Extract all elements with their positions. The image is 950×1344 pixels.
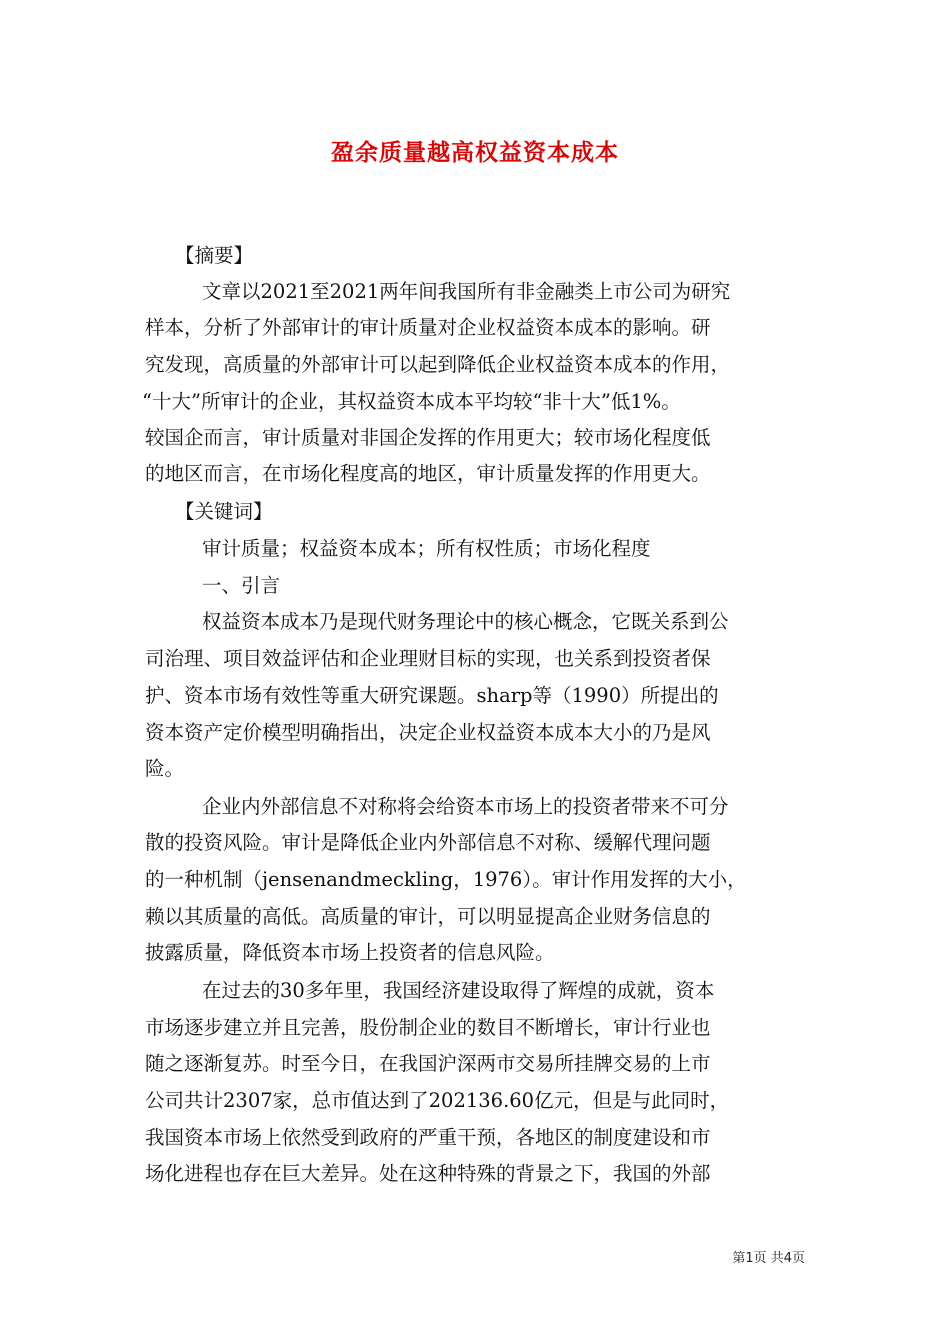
text-line: 究发现，高质量的外部审计可以起到降低企业权益资本成本的作用， bbox=[145, 353, 731, 376]
page-number: 第1页 共4页 bbox=[732, 1251, 805, 1266]
text-line: 在过去的30多年里，我国经济建设取得了辉煌的成就，资本 bbox=[202, 979, 715, 1002]
text-line: 随之逐渐复苏。时至今日，在我国沪深两市交易所挂牌交易的上市 bbox=[145, 1052, 711, 1075]
text-line: 样本，分析了外部审计的审计质量对企业权益资本成本的影响。研 bbox=[145, 316, 711, 339]
section-heading: 一、引言 bbox=[202, 574, 281, 597]
text-line: 赖以其质量的高低。高质量的审计，可以明显提高企业财务信息的 bbox=[145, 905, 711, 928]
text-line: “十大”所审计的企业，其权益资本成本平均较“非十大”低1%。 bbox=[142, 390, 681, 413]
text-line: 市场逐步建立并且完善，股份制企业的数目不断增长，审计行业也 bbox=[145, 1016, 711, 1039]
text-line: 的一种机制（jensenandmeckling，1976）。审计作用发挥的大小， bbox=[145, 868, 747, 891]
text-line: 企业内外部信息不对称将会给资本市场上的投资者带来不可分 bbox=[202, 795, 729, 818]
text-line: 险。 bbox=[145, 757, 185, 780]
text-line: 披露质量，降低资本市场上投资者的信息风险。 bbox=[145, 941, 555, 964]
keywords-text: 审计质量；权益资本成本；所有权性质；市场化程度 bbox=[202, 537, 651, 560]
text-line: 资本资产定价模型明确指出，决定企业权益资本成本大小的乃是风 bbox=[145, 721, 711, 744]
text-line: 护、资本市场有效性等重大研究课题。sharp等（1990）所提出的 bbox=[145, 684, 719, 707]
text-line: 司治理、项目效益评估和企业理财目标的实现，也关系到投资者保 bbox=[145, 647, 711, 670]
text-line: 文章以2021至2021两年间我国所有非金融类上市公司为研究 bbox=[202, 280, 731, 303]
text-line: 的地区而言，在市场化程度高的地区，审计质量发挥的作用更大。 bbox=[145, 462, 711, 485]
text-line: 权益资本成本乃是现代财务理论中的核心概念，它既关系到公 bbox=[202, 610, 729, 633]
text-line: 散的投资风险。审计是降低企业内外部信息不对称、缓解代理问题 bbox=[145, 831, 711, 854]
text-line: 我国资本市场上依然受到政府的严重干预，各地区的制度建设和市 bbox=[145, 1126, 711, 1149]
keywords-heading: 【关键词】 bbox=[175, 500, 273, 523]
abstract-heading: 【摘要】 bbox=[175, 244, 254, 267]
text-line: 较国企而言，审计质量对非国企发挥的作用更大；较市场化程度低 bbox=[145, 426, 711, 449]
text-line: 场化进程也存在巨大差异。处在这种特殊的背景之下，我国的外部 bbox=[145, 1162, 711, 1185]
text-line: 公司共计2307家，总市值达到了202136.60亿元，但是与此同时， bbox=[145, 1089, 730, 1112]
document-title: 盈余质量越高权益资本成本 bbox=[331, 140, 619, 166]
